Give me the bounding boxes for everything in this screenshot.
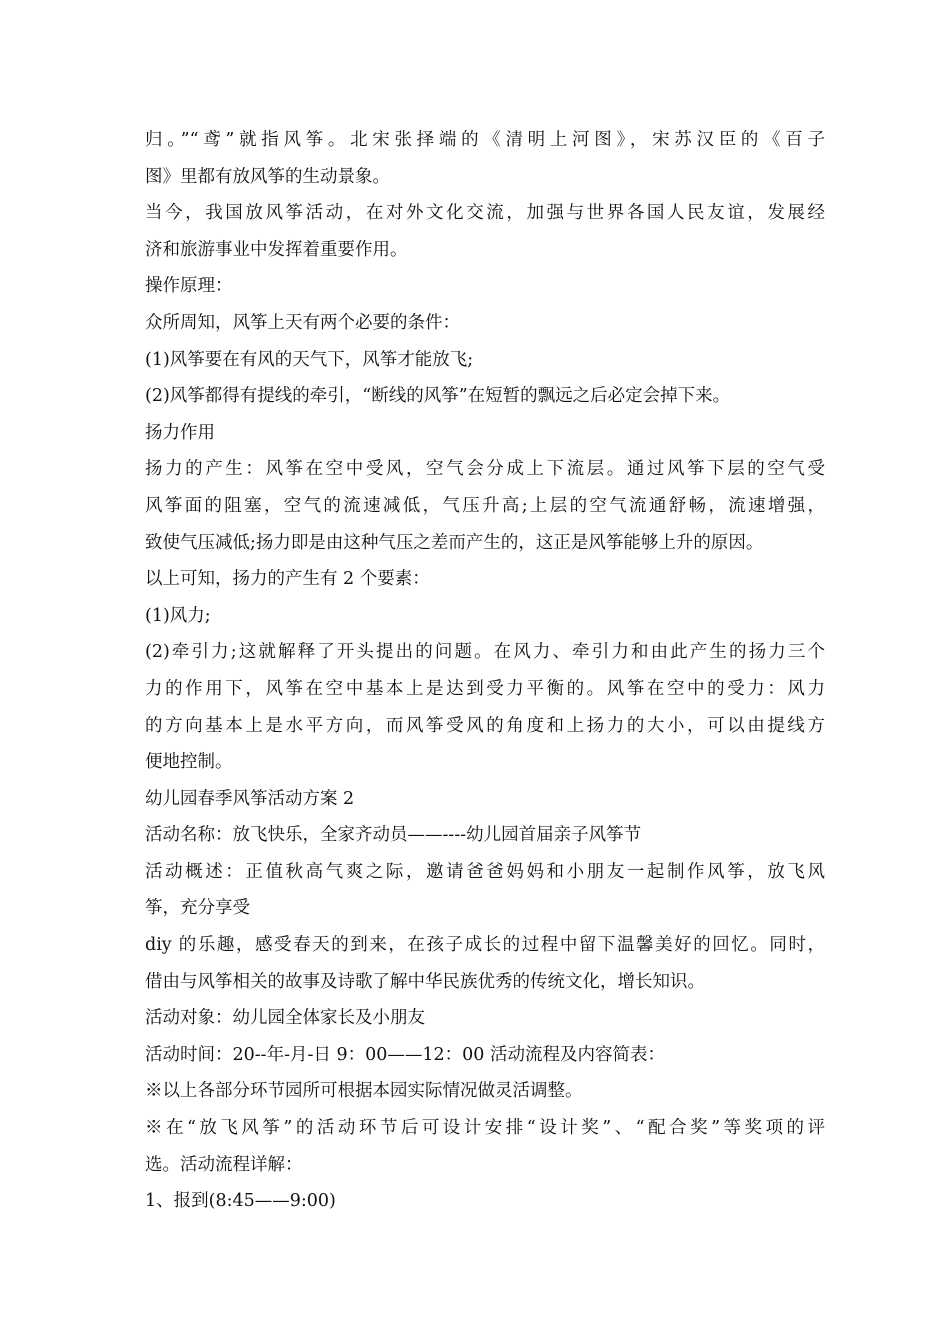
text-line: 济和旅游事业中发挥着重要作用。 <box>145 239 408 260</box>
text-line: 的方向基本上是水平方向，而风筝受风的角度和上扬力的大小，可以由提线方 <box>145 715 825 736</box>
section-heading: 幼儿园春季风筝活动方案 2 <box>145 788 355 809</box>
text-line: 当今，我国放风筝活动，在对外文化交流，加强与世界各国人民友谊，发展经 <box>145 203 825 224</box>
text-line: 活动对象：幼儿园全体家长及小朋友 <box>145 1008 425 1029</box>
text-line: 归。”“鸢”就指风筝。北宋张择端的《清明上河图》，宋苏汉臣的《百子 <box>145 130 825 150</box>
text-line: 活动概述：正值秋高气爽之际，邀请爸爸妈妈和小朋友一起制作风筝，放飞风 <box>145 861 825 882</box>
section-heading: 操作原理： <box>145 276 233 297</box>
text-line: 风筝面的阻塞，空气的流速减低，气压升高;上层的空气流通舒畅，流速增强， <box>145 495 825 516</box>
note-line: ※在“放飞风筝”的活动环节后可设计安排“设计奖”、“配合奖”等奖项的评 <box>145 1118 825 1139</box>
list-item: 1、报到(8:45——9:00) <box>145 1191 336 1212</box>
text-line: 活动名称：放飞快乐，全家齐动员——----幼儿园首届亲子风筝节 <box>145 825 642 846</box>
text-line: 众所周知，风筝上天有两个必要的条件： <box>145 312 460 333</box>
section-heading: 扬力作用 <box>145 422 215 443</box>
note-line: ※以上各部分环节园所可根据本园实际情况做灵活调整。 <box>145 1081 583 1102</box>
text-line: 图》里都有放风筝的生动景象。 <box>145 166 390 187</box>
text-line: 筝，充分享受 <box>145 898 250 919</box>
text-line: 扬力的产生：风筝在空中受风，空气会分成上下流层。通过风筝下层的空气受 <box>145 459 825 480</box>
text-line: 活动时间：20--年-月-日 9：00——12：00 活动流程及内容简表： <box>145 1044 665 1065</box>
text-line: 选。活动流程详解： <box>145 1154 303 1175</box>
text-line: 致使气压减低;扬力即是由这种气压之差而产生的，这正是风筝能够上升的原因。 <box>145 532 764 553</box>
document-body <box>145 122 825 1220</box>
text-line: 借由与风筝相关的故事及诗歌了解中华民族优秀的传统文化，增长知识。 <box>145 971 705 992</box>
text-line: diy 的乐趣，感受春天的到来，在孩子成长的过程中留下温馨美好的回忆。同时， <box>145 935 825 956</box>
list-item: (2)牵引力;这就解释了开头提出的问题。在风力、牵引力和由此产生的扬力三个 <box>145 642 825 663</box>
list-item: (2)风筝都得有提线的牵引，“断线的风筝”在短暂的飘远之后必定会掉下来。 <box>145 386 731 407</box>
text-line: 力的作用下，风筝在空中基本上是达到受力平衡的。风筝在空中的受力：风力 <box>145 678 825 699</box>
list-item: (1)风力; <box>145 605 211 626</box>
list-item: (1)风筝要在有风的天气下，风筝才能放飞; <box>145 349 474 370</box>
text-line: 以上可知，扬力的产生有 2 个要素： <box>145 569 430 590</box>
text-line: 便地控制。 <box>145 752 233 773</box>
